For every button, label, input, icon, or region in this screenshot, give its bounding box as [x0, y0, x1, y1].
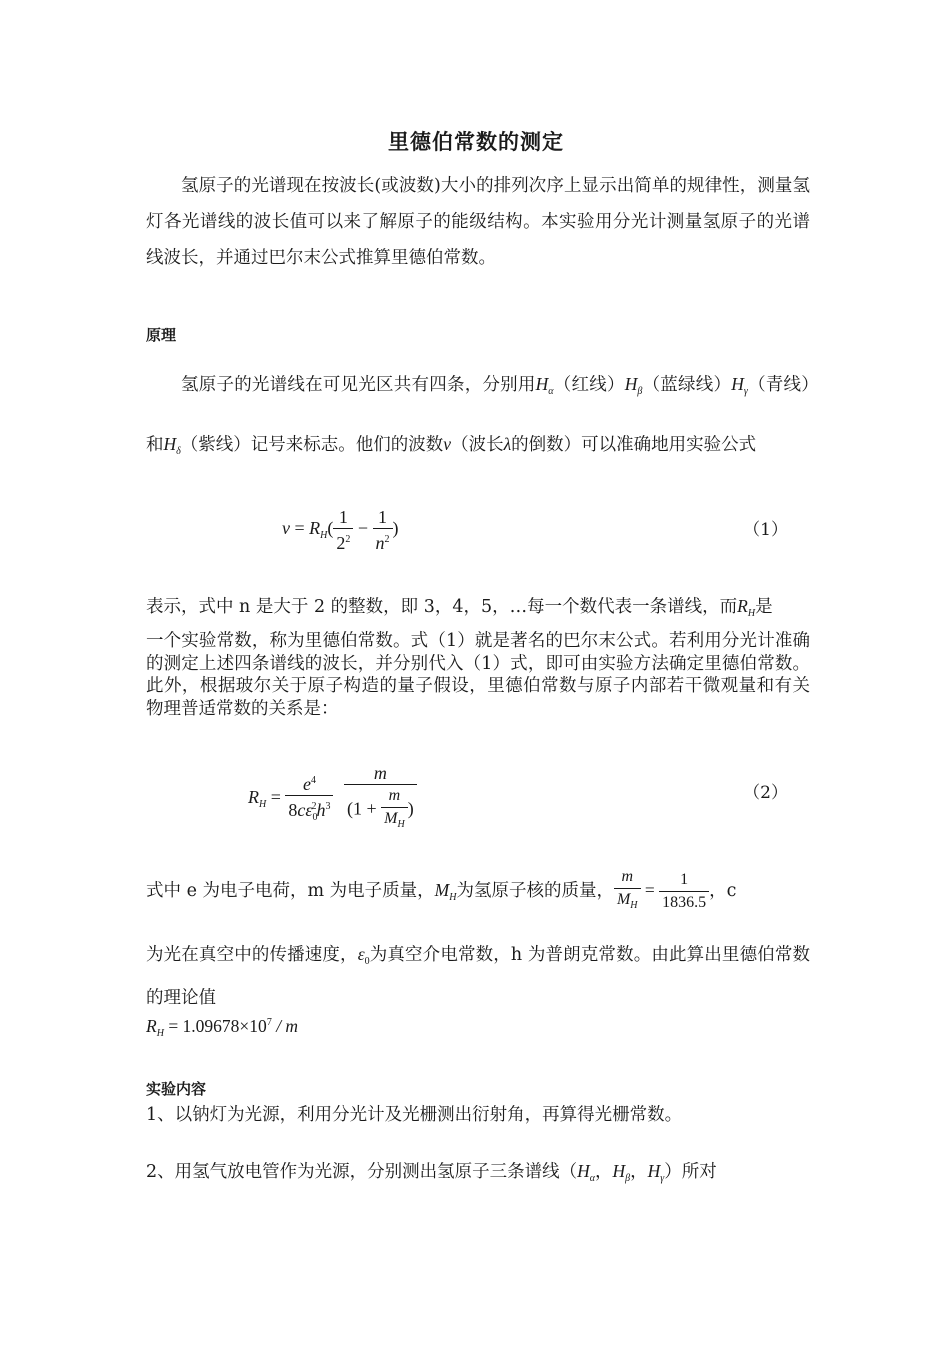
symbol-nu: ν [443, 434, 452, 454]
symbol-mh: $M_H$ [434, 880, 457, 903]
section-heading-content: 实验内容 [146, 1080, 207, 1098]
principle-paragraph-3: 一个实验常数，称为里德伯常数。式（1）就是著名的巴尔末公式。若利用分光计准确的测定上述四条谱线的波长，并分别代入（1）式，即可由实验方法确定里德伯常数。此外，根据玻尔关于原子构造的量子假设，里德伯常数与原子内部若干微观量和有关物理普适常数的关系是： [146, 631, 810, 719]
principle-paragraph-4: 式中 e 为电子电荷，m 为电子质量，$M_H$为氢原子核的质量， $\frac{m}{M_H}$ = $\frac{1}{1836.5}$ ，c [146, 866, 810, 917]
section-heading-principle: 原理 [146, 326, 177, 344]
equation-2-number: （2） [743, 783, 788, 803]
text-span: 表示，式中 n 是大于 2 的整数，即 3，4，5，…每一个数代表一条谱线，而 [146, 597, 738, 617]
theory-value-unit: / m [271, 1016, 299, 1036]
principle-paragraph-1 [146, 358, 810, 478]
equation-2: $R_H$ = $\frac{e^4}{8c\varepsilon_0^2h^3}$ m (1 + $\frac{m}{M_H}$ ) [248, 762, 417, 836]
text-span: （蓝绿线） [642, 375, 732, 395]
symbol-h-alpha: $H_\alpha$ [535, 374, 554, 397]
text-span: ，c [709, 881, 737, 901]
content-item-1: 1、以钠灯为光源，利用分光计及光栅测出衍射角，再算得光栅常数。 [146, 1105, 683, 1125]
text-span: 2、用氢气放电管作为光源，分别测出氢原子三条谱线（ [146, 1162, 578, 1182]
text-span: 氢原子的光谱线在可见光区共有四条，分别用 [181, 375, 536, 395]
text-span: （青线）和 [146, 375, 811, 455]
text-span: 为光在真空中的传播速度， [146, 945, 358, 965]
mass-ratio-fraction: $\frac{m}{M_H}$ [614, 866, 641, 917]
equation-1-number: （1） [743, 520, 788, 540]
theory-value: $R_H = 1.09678\times 10^7 / m$ [146, 1016, 299, 1039]
text-span: （紫线）记号来标志。他们的波数 [180, 435, 444, 455]
theory-value-exponent: 7 [266, 1017, 272, 1028]
equation-1: $\nu = R_H$( $\frac{1}{2^2}$ − $\frac{1}{n^2}$ ) [282, 507, 399, 553]
principle-paragraph-2 [146, 588, 810, 632]
text-span: 为氢原子核的质量， [456, 881, 614, 901]
mass-ratio-value: $\frac{1}{1836.5}$ [659, 869, 709, 914]
symbol-h-gamma: $H_\gamma$ [731, 374, 748, 397]
page-title: 里德伯常数的测定 [388, 130, 564, 154]
text-span: （红线） [553, 375, 625, 395]
theory-value-number: = 1.09678×10 [168, 1016, 267, 1036]
text-span: 的倒数）可以准确地用实验公式 [511, 435, 757, 455]
symbol-rh: $R_H$ [737, 596, 756, 619]
text-span: 是 [755, 597, 773, 617]
intro-paragraph: 氢原子的光谱现在按波长(或波数)大小的排列次序上显示出简单的规律性，测量氢灯各光谱线的波长值可以来了解原子的能级结构。本实验用分光计测量氢原子的光谱线波长，并通过巴尔末公式推算里德伯常数。 [146, 176, 810, 268]
text-span: （波长 [451, 435, 504, 455]
symbol-epsilon0: $\varepsilon_0$ [357, 944, 370, 967]
text-span: 式中 e 为电子电荷，m 为电子质量， [146, 881, 435, 901]
content-item-2: 2、用氢气放电管作为光源，分别测出氢原子三条谱线（$H_\alpha$，$H_\beta$，$H_\gamma$）所对 [146, 1161, 717, 1184]
text-span: 为真空介电常数，h 为普朗克常数。由此算出里德伯常数的理论值 [146, 945, 810, 1008]
symbol-h-delta: $H_\delta$ [163, 434, 181, 457]
symbol-h-beta: $H_\beta$ [624, 374, 643, 397]
principle-paragraph-5 [146, 936, 810, 1016]
symbol-lambda: λ [503, 434, 512, 454]
text-span: ）所对 [664, 1162, 717, 1182]
